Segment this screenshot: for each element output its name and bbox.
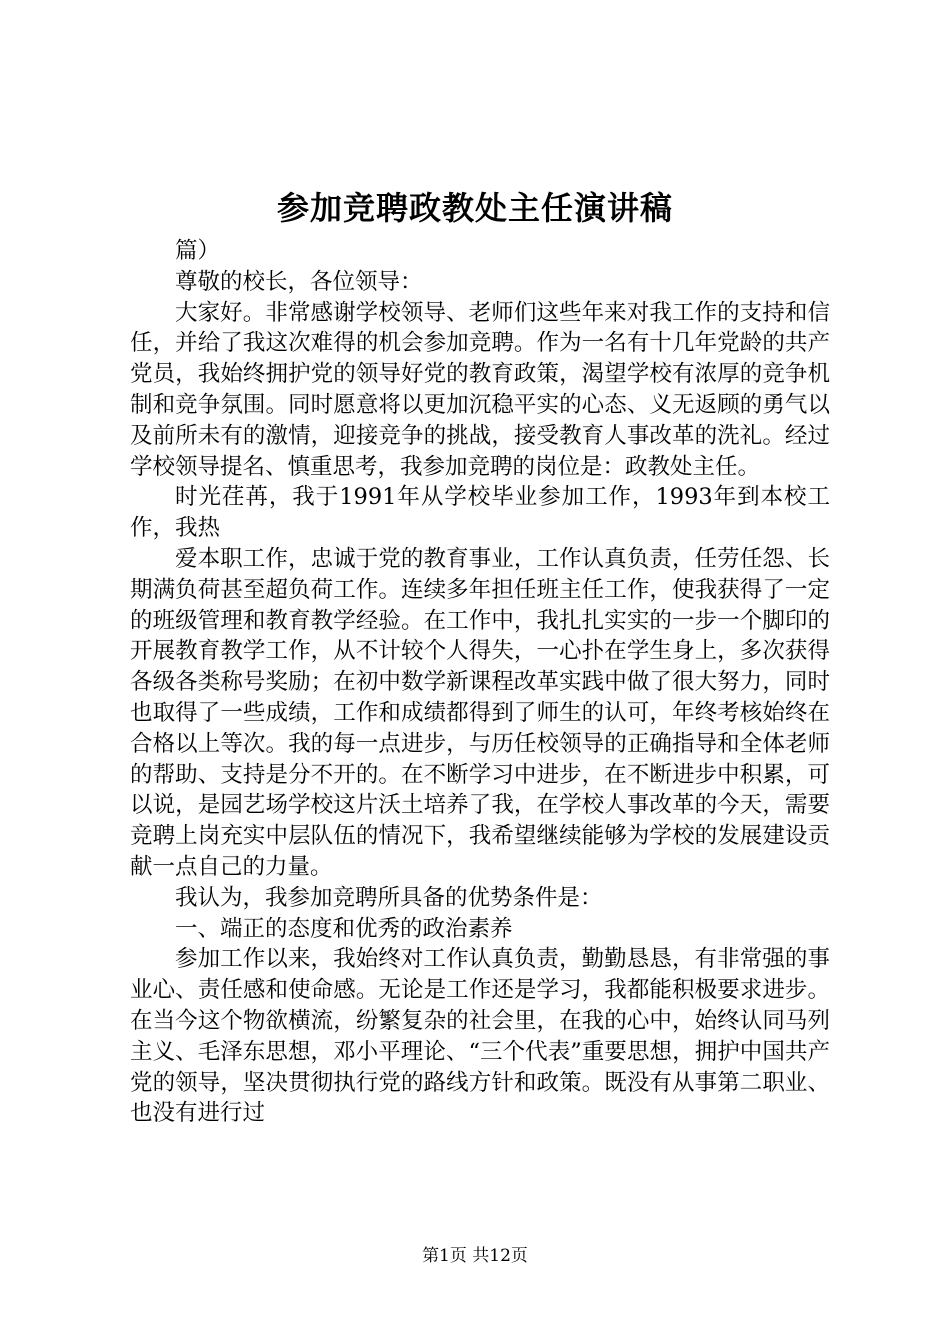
paragraph-attitude: 参加工作以来，我始终对工作认真负责，勤勤恳恳，有非常强的事业心、责任感和使命感。无论是工作还是学习，我都能积极要求进步。在当今这个物欲横流，纷繁复杂的社会里，在我的心中，始终认同马列主义、毛泽东思想，邓小平理论、“三个代表”重要思想，拥护中国共产党的领导，坚决贯彻执行党的路线方针和政策。既没有从事第二职业、也没有进行过	[130, 946, 830, 1127]
page-number-footer: 第1页 共12页	[422, 1246, 528, 1266]
paragraph-dedication: 爱本职工作，忠诚于党的教育事业，工作认真负责，任劳任怨、长期满负荷甚至超负荷工作。连续多年担任班主任工作，使我获得了一定的班级管理和教育教学经验。在工作中，我扎扎实实的一步一个脚印的开展教育教学工作，从不计较个人得失，一心扑在学生身上，多次获得各级各类称号奖励；在初中数学新课程改革实践中做了很大努力，同时也取得了一些成绩，工作和成绩都得到了师生的认可，年终考核始终在合格以上等次。我的每一点进步，与历任校领导的正确指导和全体老师的帮助、支持是分不开的。在不断学习中进步，在不断进步中积累，可以说，是园艺场学校这片沃土培养了我，在学校人事改革的今天，需要竞聘上岗充实中层队伍的情况下，我希望继续能够为学校的发展建设贡献一点自己的力量。	[130, 545, 830, 880]
paragraph-heading-fragment: 篇）	[175, 238, 221, 264]
paragraph-salutation: 尊敬的校长，各位领导：	[175, 268, 423, 295]
paragraph-greeting: 大家好。非常感谢学校领导、老师们这些年来对我工作的支持和信任，并给了我这次难得的机会参加竞聘。作为一名有十几年党龄的共产党员，我始终拥护党的领导好党的教育政策，渴望学校有浓厚的竞争机制和竞争氛围。同时愿意将以更加沉稳平实的心态、义无返顾的勇气以及前所未有的激情，迎接竞争的挑战，接受教育人事改革的洗礼。经过学校领导提名、慎重思考，我参加竞聘的岗位是：政教处主任。	[130, 299, 830, 480]
paragraph-advantages-intro: 我认为，我参加竞聘所具备的优势条件是：	[175, 884, 603, 911]
document-title: 参加竞聘政教处主任演讲稿	[276, 189, 673, 227]
document-body	[130, 236, 830, 1129]
section-heading-1: 一、端正的态度和优秀的政治素养	[175, 915, 513, 942]
paragraph-career: 时光荏苒，我于1991年从学校毕业参加工作，1993年到本校工作，我热	[130, 484, 830, 542]
